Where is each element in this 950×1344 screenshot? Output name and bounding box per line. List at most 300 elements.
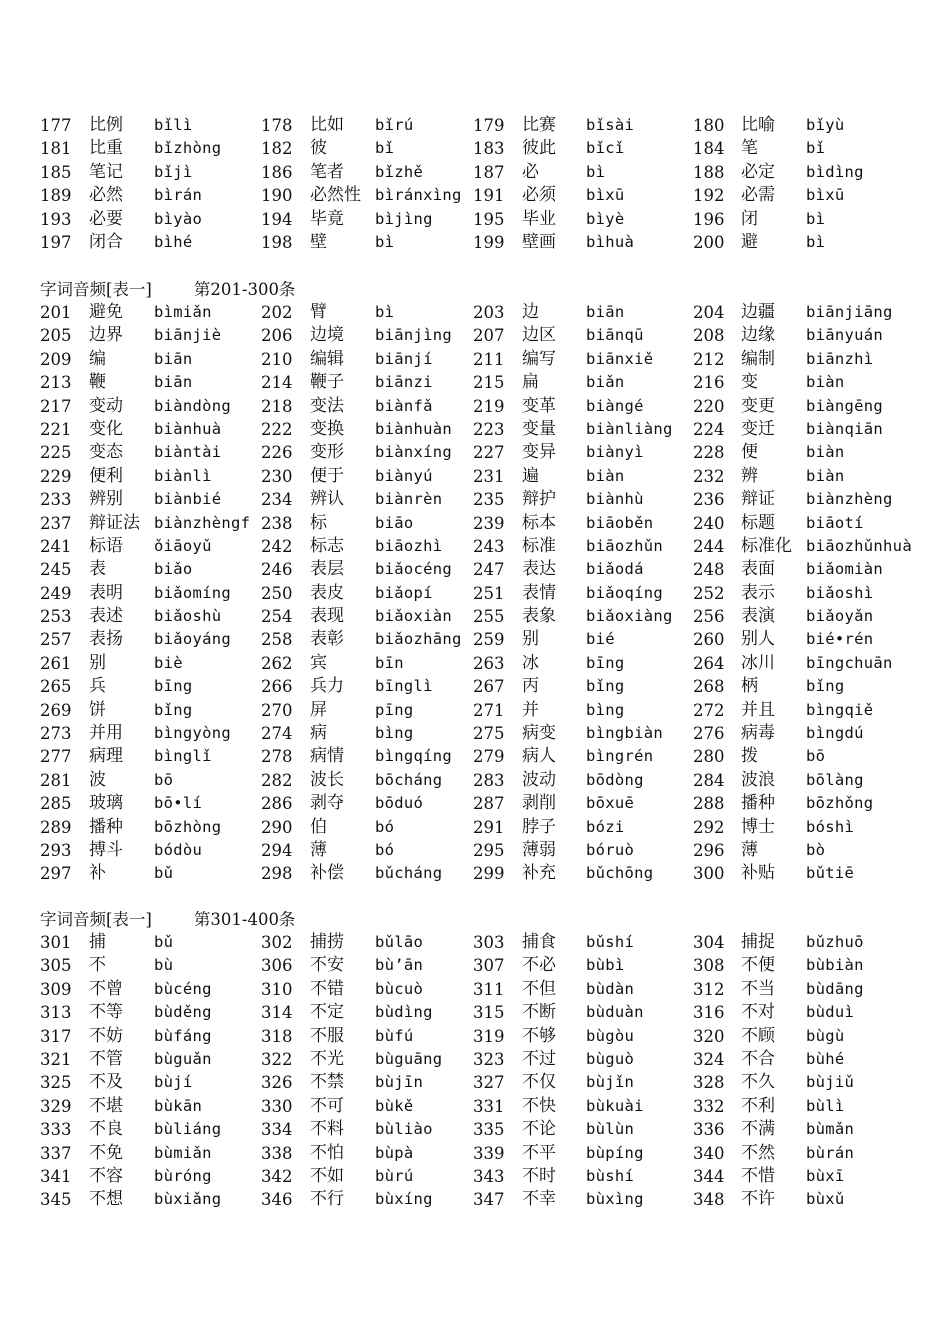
table-row [40, 324, 945, 347]
entry-pinyin: biǎoqíng [586, 583, 664, 602]
entry-pinyin: biān [586, 303, 625, 321]
entry-number: 334 [261, 1120, 293, 1140]
entry-number: 233 [40, 490, 72, 510]
entry-word: 不妨 [89, 1025, 123, 1046]
entry-number: 338 [261, 1143, 293, 1163]
entry-word: 比重 [89, 138, 123, 159]
entry-pinyin: bǔzhuō [806, 933, 864, 951]
entry-pinyin: bìjìng [375, 209, 433, 228]
entry-word: 不怕 [310, 1142, 344, 1163]
entry-pinyin: bīnglì [375, 677, 433, 696]
entry-word: 表 [89, 559, 106, 580]
entry-number: 321 [40, 1049, 72, 1069]
entry-pinyin: biàn [806, 466, 845, 485]
entry-pinyin: biānjiè [154, 326, 222, 345]
entry-pinyin: bié [586, 630, 615, 649]
table-row [40, 1165, 945, 1188]
entry-word: 不料 [310, 1119, 344, 1140]
entry-pinyin: bǐcǐ [586, 139, 625, 158]
entry-word: 标语 [89, 535, 123, 556]
entry-number: 223 [473, 419, 505, 439]
entry-pinyin: biǎomíng [154, 583, 232, 602]
entry-pinyin: bùrán [806, 1143, 855, 1162]
entry-word: 臂 [310, 302, 327, 322]
entry-word: 表明 [89, 582, 123, 603]
entry-number: 183 [473, 139, 505, 159]
entry-pinyin: bǐ [806, 139, 826, 158]
entry-number: 225 [40, 443, 72, 463]
entry-number: 251 [473, 583, 505, 603]
entry-pinyin: bǐsài [586, 116, 635, 134]
entry-word: 编写 [522, 348, 556, 369]
entry-word: 必然 [89, 185, 123, 206]
entry-word: 便利 [89, 465, 123, 486]
entry-pinyin: bùdàn [586, 979, 635, 998]
entry-number: 222 [261, 419, 293, 439]
entry-number: 271 [473, 700, 505, 720]
entry-word: 柄 [741, 676, 758, 697]
entry-number: 201 [40, 303, 72, 322]
entry-pinyin: biàn [806, 373, 845, 392]
table-row [40, 512, 945, 535]
entry-number: 258 [261, 630, 293, 650]
entry-word: 辩证 [741, 489, 775, 510]
entry-pinyin: bōdòng [586, 770, 644, 789]
entry-pinyin: bùjǐn [586, 1073, 635, 1092]
table-row [40, 441, 945, 464]
entry-pinyin: bōzhòng [154, 817, 222, 836]
entry-word: 不满 [741, 1119, 775, 1140]
entry-pinyin: biànzhèng [806, 490, 893, 509]
entry-pinyin: bìngqiě [806, 700, 874, 719]
entry-number: 234 [261, 490, 293, 510]
entry-number: 291 [473, 817, 505, 837]
section-header [40, 908, 945, 931]
table-row [40, 371, 945, 394]
entry-word: 辩证法 [89, 512, 140, 533]
entry-number: 314 [261, 1003, 293, 1023]
entry-number: 311 [473, 979, 505, 999]
entry-number: 319 [473, 1026, 505, 1046]
table-row [40, 699, 945, 722]
entry-number: 237 [40, 513, 72, 533]
entry-number: 310 [261, 979, 293, 999]
entry-pinyin: biānjí [375, 349, 433, 368]
entry-number: 285 [40, 794, 72, 814]
entry-number: 221 [40, 419, 72, 439]
entry-number: 343 [473, 1166, 505, 1186]
entry-word: 不便 [741, 955, 775, 976]
table-row [40, 348, 945, 371]
table-row [40, 931, 945, 954]
entry-word: 变态 [89, 442, 123, 463]
entry-word: 不定 [310, 1002, 344, 1023]
entry-pinyin: bódòu [154, 840, 203, 859]
entry-word: 不幸 [522, 1189, 556, 1210]
entry-number: 230 [261, 466, 293, 486]
entry-word: 补贴 [741, 863, 775, 884]
entry-number: 327 [473, 1073, 505, 1093]
entry-number: 224 [693, 419, 725, 439]
entry-word: 边疆 [741, 302, 775, 322]
entry-number: 179 [473, 116, 505, 135]
entry-number: 178 [261, 116, 293, 135]
entry-pinyin: biāo [375, 513, 414, 532]
entry-number: 267 [473, 677, 505, 697]
entry-word: 剥削 [522, 793, 556, 814]
entry-word: 标志 [310, 535, 344, 556]
entry-word: 不然 [741, 1142, 775, 1163]
entry-word: 不曾 [89, 978, 123, 999]
entry-word: 必定 [741, 161, 775, 182]
entry-word: 不惜 [741, 1165, 775, 1186]
entry-pinyin: bùxíng [375, 1190, 433, 1209]
entry-number: 345 [40, 1190, 72, 1210]
entry-pinyin: bìhé [154, 232, 193, 251]
entry-number: 336 [693, 1120, 725, 1140]
entry-pinyin: bùbì [586, 956, 625, 975]
entry-word: 不过 [522, 1048, 556, 1069]
entry-pinyin: bó [375, 840, 395, 859]
entry-word: 播种 [89, 816, 123, 837]
entry-number: 236 [693, 490, 725, 510]
entry-number: 260 [693, 630, 725, 650]
section-title: 字词音频[表一] [40, 910, 152, 929]
section-header [40, 278, 945, 301]
entry-number: 287 [473, 794, 505, 814]
entry-word: 不堪 [89, 1095, 123, 1116]
entry-number: 182 [261, 139, 293, 159]
entry-number: 215 [473, 373, 505, 393]
entry-word: 病 [310, 723, 327, 744]
entry-pinyin: bǐng [806, 677, 845, 696]
entry-pinyin: biànfǎ [375, 396, 433, 415]
entry-pinyin: bùmǎn [806, 1120, 855, 1139]
entry-pinyin: biānzi [375, 373, 433, 392]
entry-word: 笔 [741, 138, 758, 159]
entry-pinyin: bùfáng [154, 1026, 212, 1045]
entry-number: 205 [40, 326, 72, 346]
entry-number: 292 [693, 817, 725, 837]
entry-pinyin: bùdāng [806, 979, 864, 998]
entry-number: 203 [473, 303, 505, 322]
entry-word: 壁 [310, 231, 327, 252]
entry-word: 兵 [89, 676, 106, 697]
entry-number: 322 [261, 1049, 293, 1069]
entry-word: 比例 [89, 115, 123, 135]
entry-word: 便于 [310, 465, 344, 486]
entry-word: 捕捉 [741, 932, 775, 952]
entry-pinyin: biàngēng [806, 396, 884, 415]
entry-word: 不当 [741, 978, 775, 999]
entry-number: 259 [473, 630, 505, 650]
entry-number: 317 [40, 1026, 72, 1046]
entry-word: 不时 [522, 1165, 556, 1186]
entry-pinyin: bùcéng [154, 979, 212, 998]
entry-word: 比如 [310, 115, 344, 135]
entry-word: 兵力 [310, 676, 344, 697]
entry-number: 246 [261, 560, 293, 580]
entry-word: 不快 [522, 1095, 556, 1116]
entry-number: 255 [473, 607, 505, 627]
entry-word: 毕竟 [310, 208, 344, 229]
entry-number: 217 [40, 396, 72, 416]
entry-word: 波浪 [741, 769, 775, 790]
entry-number: 331 [473, 1096, 505, 1116]
entry-word: 必然性 [310, 185, 361, 206]
entry-number: 266 [261, 677, 293, 697]
table-row [40, 465, 945, 488]
entry-number: 333 [40, 1120, 72, 1140]
entry-pinyin: bóshì [806, 817, 855, 836]
entry-number: 220 [693, 396, 725, 416]
table-row [40, 769, 945, 792]
entry-number: 180 [693, 116, 725, 135]
entry-pinyin: biàn [586, 466, 625, 485]
entry-number: 305 [40, 956, 72, 976]
entry-pinyin: bǐrú [375, 116, 414, 134]
entry-number: 208 [693, 326, 725, 346]
entry-pinyin: bùguāng [375, 1049, 443, 1068]
entry-number: 241 [40, 536, 72, 556]
table-row [40, 816, 945, 839]
entry-number: 202 [261, 303, 293, 322]
entry-pinyin: bùfú [375, 1026, 414, 1045]
entry-word: 表达 [522, 559, 556, 580]
entry-pinyin: ǒiāoyǔ [154, 536, 212, 555]
entry-pinyin: bùlùn [586, 1120, 635, 1139]
entry-number: 273 [40, 724, 72, 744]
entry-number: 263 [473, 653, 505, 673]
entry-pinyin: biànliàng [586, 419, 673, 438]
entry-word: 辨认 [310, 489, 344, 510]
entry-number: 262 [261, 653, 293, 673]
entry-number: 265 [40, 677, 72, 697]
entry-word: 病毒 [741, 723, 775, 744]
entry-number: 194 [261, 209, 293, 229]
entry-number: 332 [693, 1096, 725, 1116]
entry-number: 320 [693, 1026, 725, 1046]
entry-pinyin: bùkuài [586, 1096, 644, 1115]
entry-number: 347 [473, 1190, 505, 1210]
entry-word: 补充 [522, 863, 556, 884]
entry-number: 337 [40, 1143, 72, 1163]
entry-number: 210 [261, 349, 293, 369]
entry-word: 表象 [522, 606, 556, 627]
entry-number: 219 [473, 396, 505, 416]
entry-number: 340 [693, 1143, 725, 1163]
entry-word: 表彰 [310, 629, 344, 650]
entry-number: 318 [261, 1026, 293, 1046]
entry-number: 344 [693, 1166, 725, 1186]
entry-number: 330 [261, 1096, 293, 1116]
entry-word: 避 [741, 231, 758, 252]
entry-word: 不管 [89, 1048, 123, 1069]
entry-word: 不想 [89, 1189, 123, 1210]
table-row [40, 605, 945, 628]
entry-number: 213 [40, 373, 72, 393]
table-row [40, 1095, 945, 1118]
entry-pinyin: bùbiàn [806, 956, 864, 975]
entry-word: 标题 [741, 512, 775, 533]
table-row [40, 535, 945, 558]
entry-word: 表现 [310, 606, 344, 627]
entry-word: 捕食 [522, 932, 556, 952]
entry-word: 不行 [310, 1189, 344, 1210]
entry-word: 边区 [522, 325, 556, 346]
entry-word: 标本 [522, 512, 556, 533]
entry-number: 301 [40, 933, 72, 952]
entry-word: 别 [89, 652, 106, 673]
entry-word: 冰川 [741, 652, 775, 673]
entry-number: 307 [473, 956, 505, 976]
table-row [40, 675, 945, 698]
entry-word: 变法 [310, 395, 344, 416]
entry-word: 不 [89, 955, 106, 976]
entry-number: 185 [40, 162, 72, 182]
entry-number: 261 [40, 653, 72, 673]
entry-word: 比赛 [522, 115, 556, 135]
entry-number: 248 [693, 560, 725, 580]
entry-number: 286 [261, 794, 293, 814]
entry-number: 268 [693, 677, 725, 697]
entry-number: 323 [473, 1049, 505, 1069]
entry-word: 波 [89, 769, 106, 790]
entry-pinyin: bózi [586, 817, 625, 836]
entry-word: 不平 [522, 1142, 556, 1163]
section-range: 第301-400条 [193, 910, 296, 929]
entry-pinyin: bì [586, 162, 606, 181]
entry-word: 不如 [310, 1165, 344, 1186]
entry-word: 边境 [310, 325, 344, 346]
entry-pinyin: bùkān [154, 1096, 203, 1115]
entry-pinyin: bùděng [154, 1003, 212, 1022]
table-row [40, 488, 945, 511]
table-row [40, 652, 945, 675]
entry-pinyin: bùxī [806, 1166, 845, 1185]
entry-number: 195 [473, 209, 505, 229]
entry-word: 表示 [741, 582, 775, 603]
entry-pinyin: bùgù [806, 1026, 845, 1045]
entry-pinyin: biàngé [586, 396, 644, 415]
entry-pinyin: pīng [375, 700, 414, 719]
entry-number: 212 [693, 349, 725, 369]
table-row [40, 231, 945, 254]
entry-word: 表述 [89, 606, 123, 627]
entry-pinyin: bǐng [586, 677, 625, 696]
entry-pinyin: bǐ [375, 139, 395, 158]
entry-pinyin: bǔtiē [806, 864, 855, 883]
entry-pinyin: bùpíng [586, 1143, 644, 1162]
entry-pinyin: biǎocéng [375, 560, 453, 579]
entry-number: 297 [40, 864, 72, 884]
entry-pinyin: biānjìng [375, 326, 453, 345]
entry-pinyin: biànlì [154, 466, 212, 485]
entry-word: 捕 [89, 932, 106, 952]
entry-pinyin: bùkě [375, 1096, 414, 1115]
entry-number: 218 [261, 396, 293, 416]
entry-pinyin: biān [154, 349, 193, 368]
entry-number: 184 [693, 139, 725, 159]
entry-word: 必要 [89, 208, 123, 229]
entry-number: 306 [261, 956, 293, 976]
entry-pinyin: biānyuán [806, 326, 884, 345]
entry-word: 辩护 [522, 489, 556, 510]
entry-word: 遍 [522, 465, 539, 486]
entry-word: 不容 [89, 1165, 123, 1186]
entry-word: 笔记 [89, 161, 123, 182]
entry-pinyin: bùgòu [586, 1026, 635, 1045]
entry-pinyin: bìrán [154, 186, 203, 205]
entry-word: 表演 [741, 606, 775, 627]
entry-pinyin: bìyào [154, 209, 203, 228]
entry-number: 242 [261, 536, 293, 556]
entry-number: 196 [693, 209, 725, 229]
entry-number: 298 [261, 864, 293, 884]
entry-word: 鞭子 [310, 372, 344, 393]
table-row [40, 137, 945, 160]
entry-word: 不可 [310, 1095, 344, 1116]
entry-number: 315 [473, 1003, 505, 1023]
entry-number: 229 [40, 466, 72, 486]
entry-word: 薄弱 [522, 839, 556, 860]
entry-pinyin: bìng [375, 724, 414, 743]
entry-pinyin: bóruò [586, 840, 635, 859]
entry-word: 表情 [522, 582, 556, 603]
entry-pinyin: biǎomiàn [806, 560, 884, 579]
entry-pinyin: biànzhèngf [154, 513, 251, 532]
entry-pinyin: biāozhì [375, 536, 443, 555]
entry-word: 不仅 [522, 1072, 556, 1093]
entry-word: 闭合 [89, 231, 123, 252]
entry-pinyin: biǎo [154, 560, 193, 579]
entry-word: 并且 [741, 699, 775, 720]
entry-pinyin: biāozhǔn [586, 536, 664, 555]
entry-word: 脖子 [522, 816, 556, 837]
entry-pinyin: biǎopí [375, 583, 433, 602]
entry-word: 变形 [310, 442, 344, 463]
entry-number: 191 [473, 186, 505, 206]
entry-pinyin: bǐzhòng [154, 139, 222, 158]
entry-word: 不够 [522, 1025, 556, 1046]
entry-pinyin: bōzhǒng [806, 794, 874, 813]
entry-pinyin: biǎoxiàn [375, 607, 453, 626]
entry-pinyin: bǐzhě [375, 162, 424, 181]
entry-pinyin: biān [154, 373, 193, 392]
entry-pinyin: bùguǎn [154, 1049, 212, 1068]
entry-number: 249 [40, 583, 72, 603]
entry-number: 335 [473, 1120, 505, 1140]
entry-pinyin: bǔchōng [586, 864, 654, 883]
entry-pinyin: bùrú [375, 1166, 414, 1185]
entry-pinyin: biǎodá [586, 560, 644, 579]
entry-pinyin: bīng [586, 653, 625, 672]
entry-word: 波长 [310, 769, 344, 790]
entry-number: 187 [473, 162, 505, 182]
entry-pinyin: bìmiǎn [154, 303, 212, 321]
entry-pinyin: bìxū [806, 186, 845, 205]
entry-pinyin: bō•lí [154, 794, 203, 813]
entry-number: 316 [693, 1003, 725, 1023]
entry-word: 不久 [741, 1072, 775, 1093]
entry-word: 病人 [522, 746, 556, 767]
entry-pinyin: bīn [375, 653, 404, 672]
entry-pinyin: bìngbiàn [586, 724, 664, 743]
entry-word: 不禁 [310, 1072, 344, 1093]
entry-number: 239 [473, 513, 505, 533]
table-row [40, 558, 945, 581]
entry-pinyin: bùpà [375, 1143, 414, 1162]
